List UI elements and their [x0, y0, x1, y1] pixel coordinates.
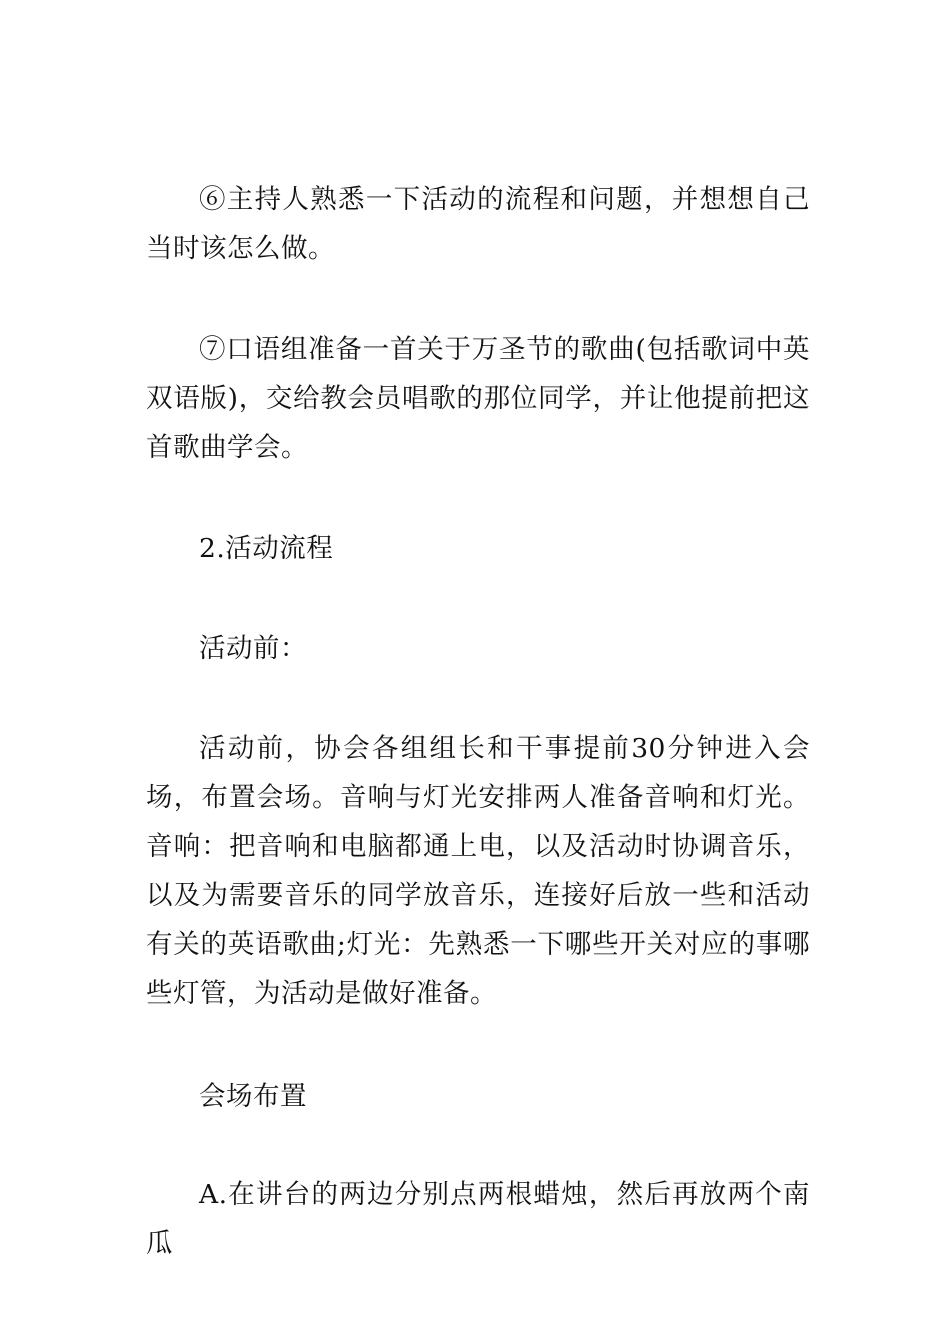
paragraph-before-activity: 活动前，协会各组组长和干事提前30分钟进入会场，布置会场。音响与灯光安排两人准备音响和灯光。音响：把音响和电脑都通上电，以及活动时协调音乐，以及为需要音乐的同学放音乐，连接好后放一些和活动有关的英语歌曲;灯光：先熟悉一下哪些开关对应的事哪些灯管，为活动是做好准备。 [146, 733, 810, 1009]
paragraph-venue-setup-a: A.在讲台的两边分别点两根蜡烛，然后再放两个南瓜 [146, 1179, 810, 1259]
section-heading-activity-flow: 2.活动流程 [199, 533, 334, 564]
paragraph-song-preparation: ⑦口语组准备一首关于万圣节的歌曲(包括歌词中英双语版)，交给教会员唱歌的那位同学，并让他提前把这首歌曲学会。 [146, 334, 810, 463]
paragraph-host-preparation: ⑥主持人熟悉一下活动的流程和问题，并想想自己当时该怎么做。 [146, 184, 810, 264]
subheading-before-activity: 活动前： [199, 633, 307, 664]
subheading-venue-setup: 会场布置 [199, 1081, 307, 1112]
